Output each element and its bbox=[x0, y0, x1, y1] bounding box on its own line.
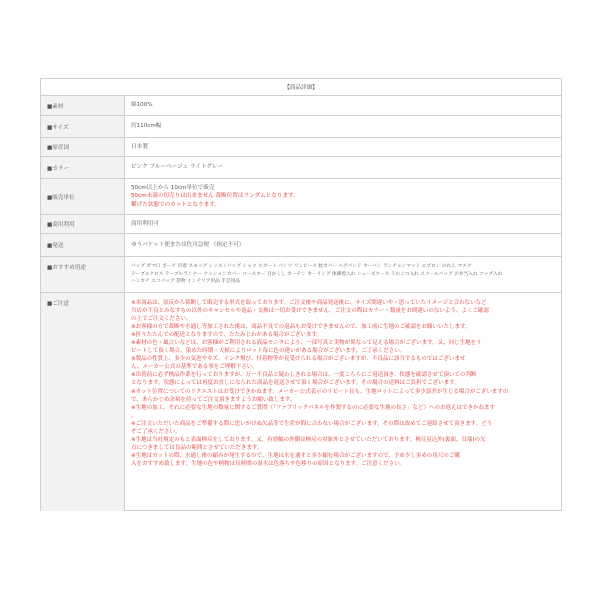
row-value: ゆうパケット便または佐川急便 （指定不可） bbox=[131, 241, 245, 248]
note-line: ※カット位置についてのリクエストはお受けできかねます。メーカー公式表示のリピート長も、生地ロットによって多少誤差が生じる場合がございますの bbox=[131, 388, 509, 395]
table-row-material bbox=[41, 96, 561, 116]
note-line: ※生地は当社規定のもと表面検反をしております。又、有効幅の外側は検反の対象外とさせていただいております。検反見込外(裏面、耳端)の欠 bbox=[131, 436, 486, 443]
product-details-table bbox=[40, 78, 562, 511]
recommended-uses-line: バッグ ガマ口 ポーチ 巾着 スモッグ レッスンバッグ シャツ スカート パンツ ワンピース 枕カバー ヘアバンド ターバン ランチョンマット エプロン のれん マスク bbox=[131, 264, 472, 269]
note-line: ん。メーカー公式の基準である事をご理解下さい。 bbox=[131, 364, 258, 371]
note-line: の上でご注文ください。 bbox=[131, 316, 192, 323]
note-line: ※出荷前に必ず検品作業を行っておりますが、万一不良品と疑わしきれる場合は、一度こちらにご返送頂き、状態を確認させて頂いての判断 bbox=[131, 372, 477, 379]
row-value: 綿100% bbox=[131, 102, 153, 109]
recommended-uses-line: ハンカチ エコバッグ 袋物 インテリア用品 手芸用品 bbox=[131, 279, 241, 285]
table-row-color bbox=[41, 157, 561, 179]
note-line: で、あらかじめ余裕を持ってご注文頂きますようお願い致します。 bbox=[131, 396, 296, 403]
row-label: ■商用利用 bbox=[41, 215, 125, 233]
row-label: ■カラー bbox=[41, 157, 125, 178]
row-label: ■発送 bbox=[41, 234, 125, 256]
table-row-commercial-use bbox=[41, 215, 561, 234]
sales-unit-line: 50cm以上から 10cm単位で販売 bbox=[131, 185, 215, 192]
note-line: 。 bbox=[131, 412, 137, 419]
table-title: 【商品詳細】 bbox=[41, 79, 561, 96]
notes-block bbox=[125, 293, 561, 511]
row-value bbox=[125, 179, 561, 214]
table-row-sales-unit bbox=[41, 179, 561, 215]
note-line: ぞご了承ください。 bbox=[131, 428, 181, 435]
row-value: 商用利用可 bbox=[131, 220, 159, 227]
note-line: 入をおすすめ致します。生地の色や柄物は長時間の湿水は色落ちや色移りの原因となります。ご注意ください。 bbox=[131, 460, 406, 467]
sales-unit-warning: 繋げた状態でのカットとなります。 bbox=[131, 201, 220, 208]
table-row-recommended-uses bbox=[41, 257, 561, 293]
row-value bbox=[125, 257, 561, 292]
note-line: 点につきましては良品の範囲とさせていただきます。 bbox=[131, 444, 263, 451]
table-row-origin bbox=[41, 138, 561, 157]
note-line: ※素材の色・風合いなどは、お客様がご利用される液晶モニタにより、一部写真と実物が異なって見える場合がございます。又、同じ生地をリ bbox=[131, 340, 482, 347]
note-line: ※ご注文いただいた商品をご準備する際に思いがけぬ欠品等で生産が間に合わない場合がございます。その際は改めてご連絡させて頂きます。どう bbox=[131, 420, 493, 427]
recommended-uses-line: テーブルクロス テーブルランナー クッションカバー コースター 目かくし カーテン カーリング 体操着入れ シューズケース うわぐつ入れ スクールバッグ お弁当入れ コップ入れ bbox=[131, 271, 503, 277]
note-line: となります。状態によっては再度お直しになられた商品を返送させて頂く場合がございます。その場合の送料はご負担でございます。 bbox=[131, 380, 460, 387]
note-line: ※お客様の方で裁断や水通し等加工された後は、商品不良での返品もお受けできませんので、加工前に生地のご確認をお願いいたします。 bbox=[131, 324, 471, 331]
table-row-notes bbox=[41, 293, 561, 511]
row-label: ■おすすめ用途 bbox=[41, 257, 125, 292]
row-label: ■サイズ bbox=[41, 116, 125, 137]
note-line: ※本商品は、原反から裁断して販売する形式を取っております。ご注文後や商品発送後に、サイズ間違いや・思っていたイメージと合わないなど bbox=[131, 300, 487, 306]
row-label: ■原産国 bbox=[41, 138, 125, 156]
note-line: 当店が不良とみなすもの以外のキャンセルや返品・交換は一切お受けできません。ご注文の際はカラー・数量をお間違いのないよう、よくご確認 bbox=[131, 308, 489, 315]
sales-unit-warning: 50cm未満の切売りは出来ません 裁断位置はランダムとなります。 bbox=[131, 193, 299, 200]
note-line: ピートして頂く場合、染めた時期・天候によりロット毎に色の違いがある場合がございます。ご了承ください。 bbox=[131, 348, 406, 355]
note-line: ※生地の加工、それに必要な生地の数量に関するご質問（「ファブリックパネルを作製するのに必要な生地の長さ」など）へのお返えはできかねます bbox=[131, 404, 495, 411]
row-label: ■素材 bbox=[41, 96, 125, 115]
row-value: 日本製 bbox=[131, 143, 148, 150]
row-value: 約110cm幅 bbox=[131, 123, 162, 130]
table-row-shipping bbox=[41, 234, 561, 257]
note-line: ※製品の性質上、多少の気泡やキズ、インク飛び、付着物等が見受けられる場合がございますが、不良品に該当するものではございませ bbox=[131, 356, 466, 363]
table-row-size bbox=[41, 116, 561, 138]
note-line: ※生地はカットの際、水通し後の縮みが発生するので、生地は水を通すと多少縮む場合がございますので、予め少し多めの用尺のご購 bbox=[131, 452, 460, 459]
note-line: ※折りたたんでの配送となりますので、たたみじわがある場合がございます。 bbox=[131, 332, 323, 339]
row-label: ■販売単位 bbox=[41, 179, 125, 214]
row-value: ピンク ブルーベージュ ライトグレー bbox=[131, 164, 224, 171]
row-label: ■ご注意 bbox=[41, 293, 125, 511]
